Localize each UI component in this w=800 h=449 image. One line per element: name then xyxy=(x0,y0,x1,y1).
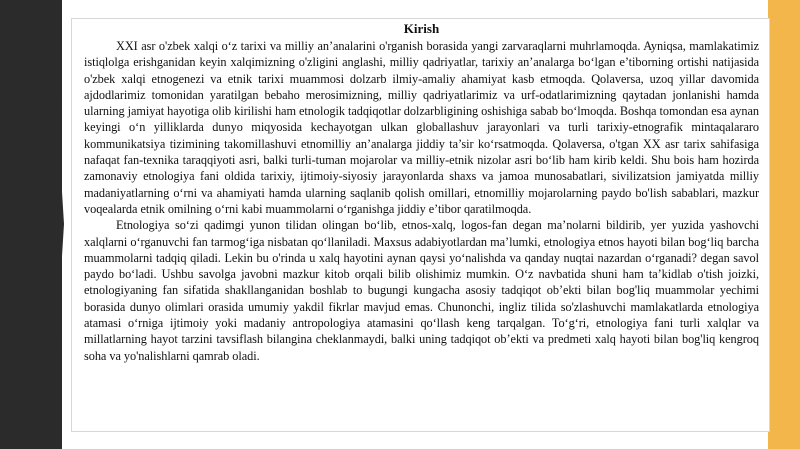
paragraph-1: XXI asr o'zbek xalqi o‘z tarixi va milliy an’analarini o'rganish borasida yangi zarvaraqlarni muhrlamoqda. Ayniqsa, mamlakatimiz istiqlolga erishganidan keyin xalqimizning o'zligini anglashi, milliy qadriyatlar, tarixiy an’analarga bo‘lgan e’tiborning ortishi natijasida o'zbek xalqi etnogenezi va etnik tarixi muammosi dolzarb ilmiy-amaliy ahamiyat kasb etmoqda. Qolaversa, uzoq yillar davomida ajdodlarimiz tomonidan yaratilgan bebaho merosimizning, milliy qadriyatlarimiz va urf-odatlarimizning qaytadan jonlanishi hamda ularning jamiyat hayotiga olib kirilishi ham etnologik tadqiqotlar dolzarbligining oshishiga sabab bo‘lmoqda. Boshqa tomondan esa aynan keyingi o‘n yilliklarda dunyo miqyosida kechayotgan ulkan globallashuv jarayonlari va turli tarixiy-etnografik mintaqalararo kommunikatsiya tizimining takomillashuvi etnomilliy an’analarga jiddiy ta’sir ko‘rsatmoqda. Qolaversa, o'tgan XX asr tarix sahifasiga nafaqat fan-texnika taraqqiyoti asri, balki turli-tuman mojarolar va milliy-etnik nizolar asri bo‘lib ham kirib keldi. Shu bois ham hozirda zamonaviy etnologiya fani oldida tarixiy, ijtimoiy-siyosiy jarayonlarda shaxs va jamoa munosabatlari, sivilizatsion jamiyatda milliy madaniyatlarning o‘rni va ahamiyati hamda ularning saqlanib qolish omillari, etnomilliy mojarolarning paydo bo'lish sabablari, mazkur voqealarda etnik omilning o‘rni kabi muammolarni o‘rganishga jiddiy e’tibor qaratilmoqda. xyxy=(84,39,759,216)
document-title: Kirish xyxy=(403,21,440,36)
left-band-chevron xyxy=(50,0,64,449)
right-accent-bar xyxy=(768,0,800,449)
paragraph-2: Etnologiya so‘zi qadimgi yunon tilidan olingan bo‘lib, etnos-xalq, logos-fan degan ma’nolarni bildirib, yer yuzida yashovchi xalqlarni o‘rganuvchi fan tarmog‘iga nisbatan qo‘llaniladi. Maxsus adabiyotlardan ma’lumki, etnologiya etnos hayoti bilan bog‘liq barcha muammolarni tadqiq qiladi. Lekin bu o'rinda u xalq hayotini aynan qaysi yo‘nalishda va qanday nuqtai nazardan o‘rganadi? degan savol paydo bo‘ladi. Ushbu savolga javobni mazkur kitob orqali bilib olishimiz mumkin. O‘z navbatida shuni ham ta’kidlab o'tish joizki, etnologiyaning fan sifatida shakllanganidan boshlab to bugungi kungacha asosiy tadqiqot ob’ekti bilan bog'liq muammolar yechimi borasida dunyo olimlari orasida umumiy yakdil fikrlar mavjud emas. Chunonchi, ingliz tilida so'zlashuvchi mamlakatlarda etnologiya atamasi o‘rniga ijtimoiy yoki madaniy antropologiya atamasini qo‘llash keng tarqalgan. To‘g‘ri, etnologiya fani turli xalqlar va millatlarning hayot tarzini tavsiflash bilangina cheklanmaydi, balki uning tadqiqot ob’ekti va predmeti xalq hayoti bilan bog'liq kengroq soha va yo'nalishlarni qamrab oladi. xyxy=(84,218,759,363)
document-text-box xyxy=(71,18,770,432)
